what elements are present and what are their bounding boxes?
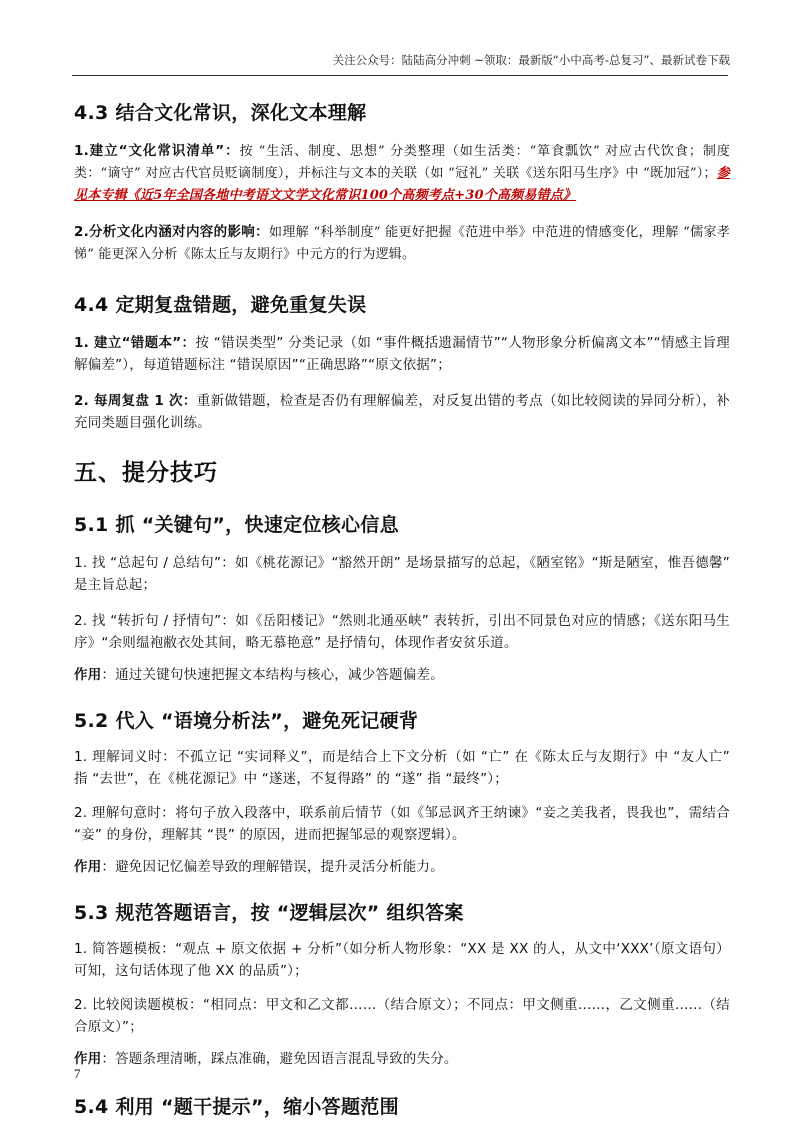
culture-analysis-label: 2.分析文化内涵对内容的影响： <box>74 224 269 240</box>
weekly-review-text: 重新做错题，检查是否仍有理解偏差，对反复出错的考点（如比较阅读的异同分析），补充同类题目强化训练。 <box>74 393 730 431</box>
section-5-2-title: 5.2 代入 “语境分析法”，避免死记硬背 <box>74 710 419 732</box>
effect-text: ：通过关键句快速把握文本结构与核心，减少答题偏差。 <box>101 667 444 683</box>
effect-text: ：避免因记忆偏差导致的理解错误，提升灵活分析能力。 <box>101 859 444 875</box>
section-5-4-title: 5.4 利用 “题干提示”，缩小答题范围 <box>74 1096 399 1118</box>
effect-label: 作用 <box>74 1051 102 1067</box>
error-book-label: 1. 建立“错题本”： <box>74 335 196 351</box>
weekly-review-label: 2. 每周复盘 1 次： <box>74 393 197 409</box>
page-number: 7 <box>74 1066 81 1081</box>
effect-label: 作用 <box>74 667 102 683</box>
page-header: 关注公众号：陆陆高分冲刺 ~领取：最新版“小中高考-总复习”、最新试卷下载 <box>332 53 730 67</box>
section-4-4-paragraph-2 <box>74 390 730 434</box>
section-4-4-paragraph-1 <box>74 332 730 376</box>
section-5-1-effect <box>74 664 730 686</box>
reference-link[interactable]: 参见本专辑《近5年全国各地中考语文文学文化常识100个高频考点+30个高频易错点》 <box>74 166 730 203</box>
culture-analysis-text: 如理解 “科举制度” 能更好把握《范进中举》中范进的情感变化，理解 “儒家孝悌” 能更深入分析《陈太丘与友期行》中元方的行为逻辑。 <box>74 225 730 262</box>
chapter-5-title: 五、提分技巧 <box>74 460 218 486</box>
section-5-2-paragraph-2: 2. 理解句意时：将句子放入段落中，联系前后情节（如《邹忌讽齐王纳谏》“妾之美我者，畏我也”，需结合 “妾” 的身份，理解其 “畏” 的原因，进而把握邹忌的观察逻辑）。 <box>74 805 730 843</box>
culture-list-text: 按 “生活、制度、思想” 分类整理（如生活类：“箪食瓢饮” 对应古代饮食；制度类：“谪守” 对应古代官员贬谪制度），并标注与文本的关联（如 “冠礼” 关联《送东阳马生序》中 “既加冠”）； <box>74 144 730 181</box>
culture-list-label: 1.建立“文化常识清单”： <box>74 143 240 159</box>
section-5-2-paragraph-1: 1. 理解词义时：不孤立记 “实词释义”，而是结合上下文分析（如 “亡” 在《陈太丘与友期行》中 “友人亡” 指 “去世”，在《桃花源记》中 “遂迷，不复得路” 的 “遂” 指 “最终”）； <box>74 749 730 787</box>
section-5-3-title: 5.3 规范答题语言，按 “逻辑层次” 组织答案 <box>74 902 464 924</box>
section-4-3-paragraph-2 <box>74 221 730 266</box>
error-book-text: 按 “错误类型” 分类记录（如 “事件概括遗漏情节”“人物形象分析偏离文本”“情感主旨理解偏差”），每道错题标注 “错误原因”“正确思路”“原文依据”； <box>74 335 730 373</box>
section-5-3-paragraph-2: 2. 比较阅读题模板：“相同点：甲文和乙文都……（结合原文）；不同点：甲文侧重……，乙文侧重……（结合原文）”； <box>74 997 730 1035</box>
section-5-1-paragraph-2: 2. 找 “转折句 / 抒情句”：如《岳阳楼记》“然则北通巫峡” 表转折，引出不同景色对应的情感；《送东阳马生序》“余则缊袍敝衣处其间，略无慕艳意” 是抒情句，体现作者安贫乐道。 <box>74 613 730 651</box>
section-4-3-title: 4.3 结合文化常识，深化文本理解 <box>74 102 367 124</box>
main-content <box>74 92 730 1120</box>
section-5-3-effect <box>74 1048 730 1070</box>
section-5-1-paragraph-1: 1. 找 “总起句 / 总结句”：如《桃花源记》“豁然开朗” 是场景描写的总起，《陋室铭》“斯是陋室，惟吾德馨” 是主旨总起； <box>74 555 730 593</box>
section-5-2-effect <box>74 856 730 878</box>
section-5-1-title: 5.1 抓 “关键句”，快速定位核心信息 <box>74 514 399 536</box>
header-divider <box>72 75 728 76</box>
section-4-3-paragraph-1 <box>74 140 730 207</box>
effect-text: ：答题条理清晰，踩点准确，避免因语言混乱导致的失分。 <box>101 1051 458 1067</box>
section-4-4-title: 4.4 定期复盘错题，避免重复失误 <box>74 294 367 316</box>
section-5-3-paragraph-1: 1. 简答题模板：“观点 + 原文依据 + 分析”（如分析人物形象：“XX 是 XX 的人，从文中‘XXX’（原文语句）可知，这句话体现了他 XX 的品质”）； <box>74 941 730 979</box>
effect-label: 作用 <box>74 859 102 875</box>
